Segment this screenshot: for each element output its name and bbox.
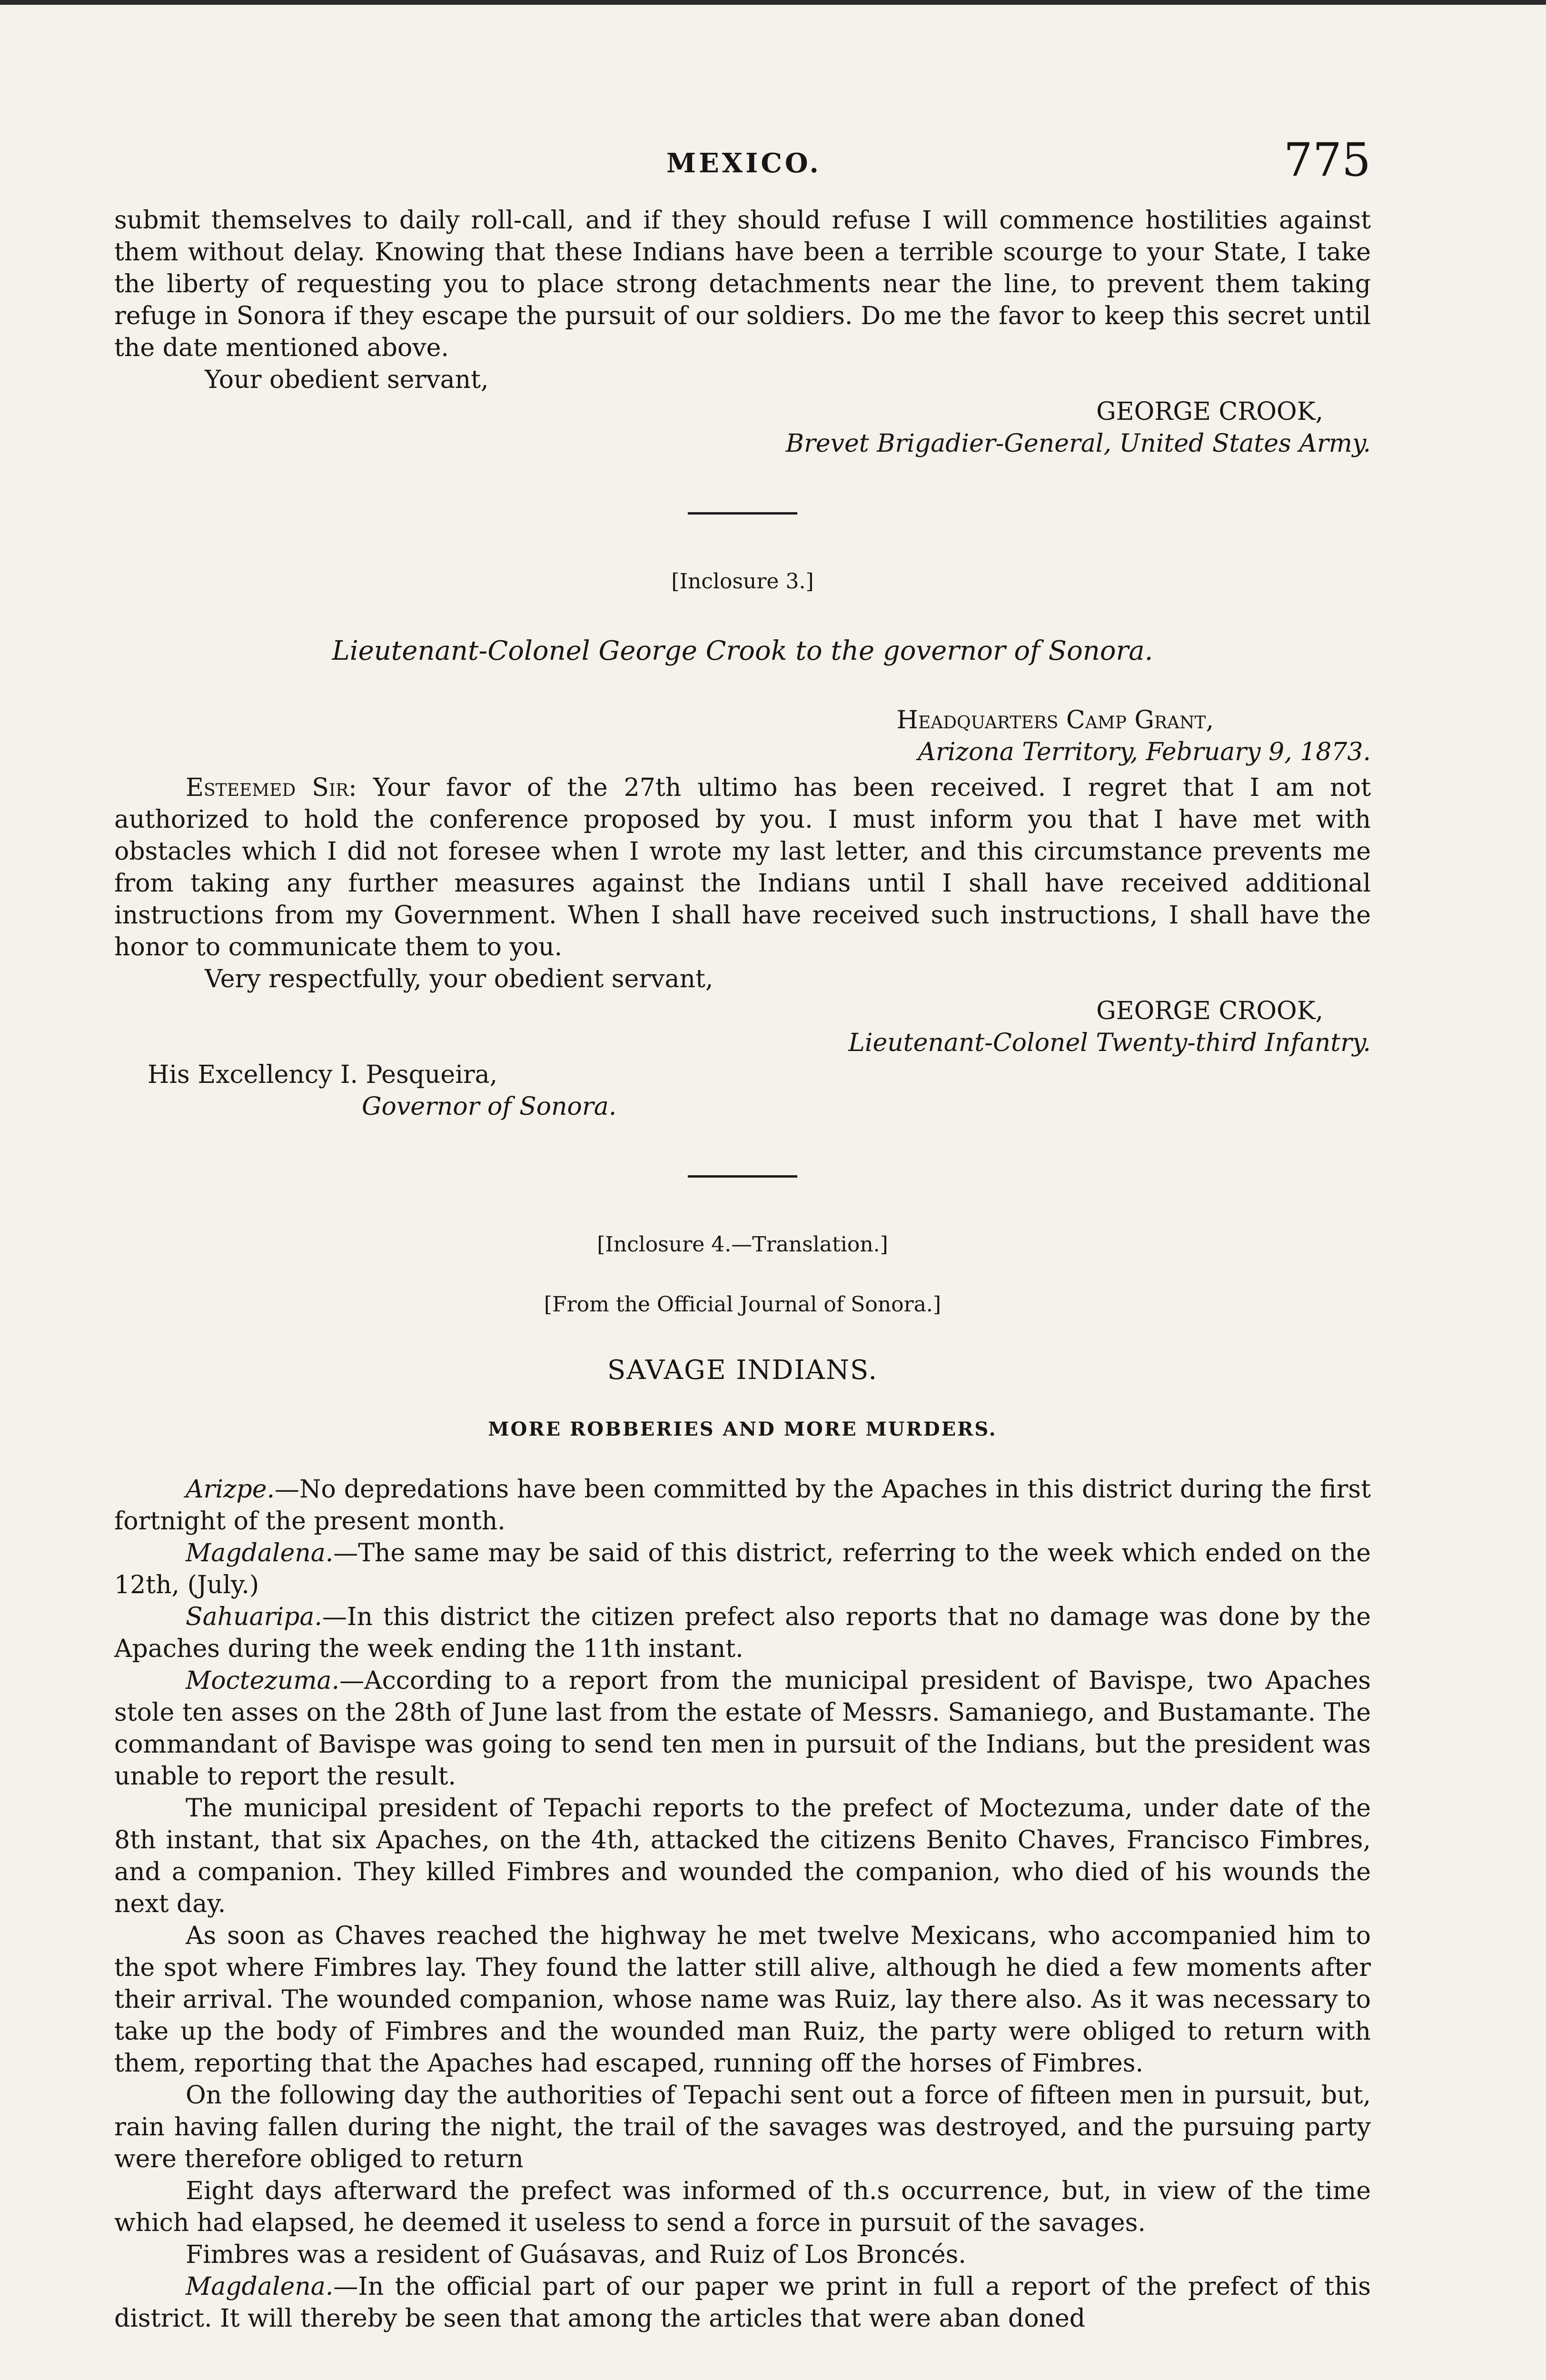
inclosure3-letter bbox=[114, 772, 1371, 963]
inclosure3-salutation: Esteemed Sir: bbox=[186, 774, 357, 802]
inclosure3-closing: Very respectfully, your obedient servant, bbox=[205, 965, 714, 993]
article-paragraph: Magdalena.—The same may be said of this district, referring to the week which ended on the 12th, (July.) bbox=[114, 1539, 1371, 1599]
section-divider-2 bbox=[688, 1175, 797, 1178]
article-headline: SAVAGE INDIANS. bbox=[607, 1355, 878, 1386]
running-title: MEXICO. bbox=[666, 148, 822, 179]
inclosure3-label: [Inclosure 3.] bbox=[671, 569, 814, 594]
letter1-signer-title: Brevet Brigadier-General, United States Army. bbox=[785, 429, 1371, 458]
inclosure3-dateline-date: Arizona Territory, February 9, 1873. bbox=[918, 738, 1371, 766]
letter1-body: submit themselves to daily roll-call, and if they should refuse I will commence hostilities against them without delay. Knowing that these Indians have been a terrible scourge to your State, I take the liberty of requesting you to place strong detachments near the line, to prevent them taking refuge in Sonora if they escape the pursuit of our soldiers. Do me the favor to keep this secret until the date mentioned above. bbox=[114, 206, 1371, 362]
inclosure4-label: [Inclosure 4.—Translation.] bbox=[597, 1232, 888, 1257]
page-header bbox=[114, 133, 1371, 205]
inclosure3-addressee-title: Governor of Sonora. bbox=[362, 1092, 617, 1121]
inclosure3-body: Your favor of the 27th ultimo has been received. I regret that I am not authorized to hold the conference proposed by you. I must inform you that I have met with obstacles which I did not foresee when I wrote my last letter, and this circumstance prevents me from taking any further measures against the Indians until I shall have received additional instructions from my Government. When I shall have received such instructions, I shall have the honor to communicate them to you. bbox=[114, 774, 1371, 962]
article-paragraph: On the following day the authorities of Tepachi sent out a force of fifteen men in pursuit, but, rain having fallen during the night, the trail of the savages was destroyed, and the pursuing party were therefore obliged to return bbox=[114, 2081, 1371, 2173]
section-divider bbox=[688, 512, 797, 515]
letter1-closing: Your obedient servant, bbox=[205, 366, 489, 394]
article-paragraph: Sahuaripa.—In this district the citizen prefect also reports that no damage was done by the Apaches during the week ending the 11th instant. bbox=[114, 1603, 1371, 1663]
article-subheadline: MORE ROBBERIES AND MORE MURDERS. bbox=[488, 1418, 997, 1440]
article-paragraph: Arizpe.—No depredations have been committed by the Apaches in this district during the first fortnight of the present month. bbox=[114, 1475, 1371, 1536]
inclosure3-title: Lieutenant-Colonel George Crook to the governor of Sonora. bbox=[332, 635, 1153, 666]
article-paragraph: Moctezuma.—According to a report from the municipal president of Bavispe, two Apaches stole ten asses on the 28th of June last from the estate of Messrs. Samaniego, and Bustamante. The commandant of Bavispe was going to send ten men in pursuit of the Indians, but the president was unable to report the result. bbox=[114, 1666, 1371, 1791]
letter1-signer: GEORGE CROOK, bbox=[1096, 397, 1323, 426]
document-page bbox=[114, 133, 1371, 2335]
page-number: 775 bbox=[1283, 133, 1371, 187]
page-top-border bbox=[0, 0, 1546, 5]
article-paragraph: The municipal president of Tepachi reports to the prefect of Moctezuma, under date of the 8th instant, that six Apaches, on the 4th, attacked the citizens Benito Chaves, Francisco Fimbres, and a companion. They killed Fimbres and wounded the companion, who died of his wounds the next day. bbox=[114, 1794, 1371, 1918]
article-paragraph: Magdalena.—In the official part of our paper we print in full a report of the prefect of this district. It will thereby be seen that among the articles that were aban doned bbox=[114, 2272, 1371, 2333]
article-paragraph: Fimbres was a resident of Guásavas, and Ruiz of Los Broncés. bbox=[186, 2241, 966, 2269]
article-paragraph: Eight days afterward the prefect was informed of th.s occurrence, but, in view of the time which had elapsed, he deemed it useless to send a force in pursuit of the savages. bbox=[114, 2177, 1371, 2237]
article-paragraph: As soon as Chaves reached the highway he met twelve Mexicans, who accompanied him to the spot where Fimbres lay. They found the latter still alive, although he died a few moments after their arrival. The wounded companion, whose name was Ruiz, lay there also. As it was necessary to take up the body of Fimbres and the wounded man Ruiz, the party were obliged to return with them, reporting that the Apaches had escaped, running off the horses of Fimbres. bbox=[114, 1922, 1371, 2078]
inclosure3-signer: GEORGE CROOK, bbox=[1096, 997, 1323, 1025]
inclosure3-signer-title: Lieutenant-Colonel Twenty-third Infantry. bbox=[848, 1029, 1371, 1057]
inclosure4-source: [From the Official Journal of Sonora.] bbox=[544, 1292, 941, 1317]
inclosure3-addressee: His Excellency I. Pesqueira, bbox=[148, 1061, 498, 1089]
inclosure3-dateline-place: Headquarters Camp Grant, bbox=[896, 706, 1214, 734]
